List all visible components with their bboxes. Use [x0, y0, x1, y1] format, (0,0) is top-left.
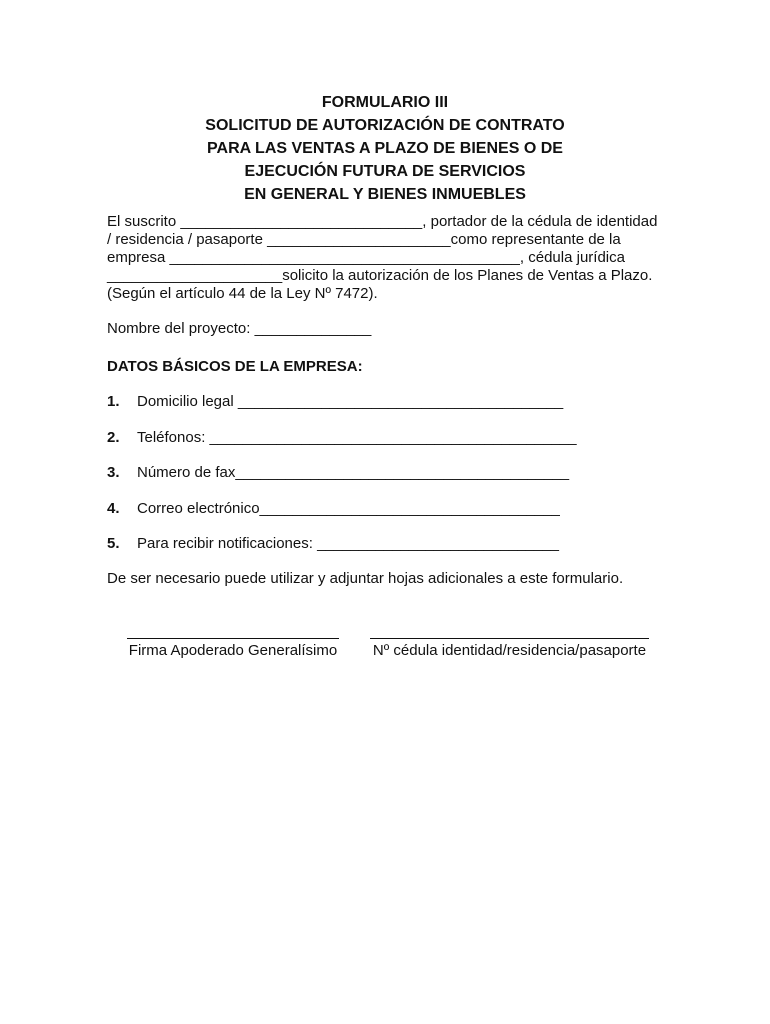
item-number: 5.: [107, 535, 120, 552]
signature-block-left: [127, 624, 339, 659]
list-item: [107, 464, 587, 500]
intro-paragraph: [107, 213, 667, 303]
section-heading: DATOS BÁSICOS DE LA EMPRESA:: [107, 358, 363, 375]
title-line: EJECUCIÓN FUTURA DE SERVICIOS: [244, 163, 526, 180]
signature-line: [127, 624, 339, 639]
additional-sheets-note: De ser necesario puede utilizar y adjuntar hojas adicionales a este formulario.: [107, 570, 624, 587]
title-line: EN GENERAL Y BIENES INMUEBLES: [244, 186, 526, 203]
title-line: PARA LAS VENTAS A PLAZO DE BIENES O DE: [207, 140, 563, 157]
item-text: Para recibir notificaciones: _____________________________: [137, 535, 560, 552]
list-item: [107, 393, 587, 429]
item-text: Número de fax________________________________________: [137, 464, 570, 481]
intro-line: El suscrito _____________________________, portador de la cédula de identidad: [107, 213, 658, 230]
project-name-field: Nombre del proyecto: ______________: [107, 320, 372, 337]
signature-block-right: [370, 624, 649, 659]
title-line: SOLICITUD DE AUTORIZACIÓN DE CONTRATO: [205, 117, 565, 134]
form-title: [0, 91, 770, 206]
list-item: [107, 429, 587, 465]
signature-label: Firma Apoderado Generalísimo: [128, 642, 338, 659]
list-item: [107, 500, 587, 536]
title-line: FORMULARIO III: [321, 94, 449, 111]
list-item: [107, 535, 587, 571]
item-text: Correo electrónico____________________________________: [137, 499, 560, 517]
intro-line: _____________________solicito la autorización de los Planes de Ventas a Plazo.: [107, 267, 653, 284]
id-number-line: [370, 624, 649, 639]
company-data-list: [107, 393, 587, 571]
item-number: 2.: [107, 428, 120, 446]
item-number: 3.: [107, 464, 120, 481]
intro-line: (Según el artículo 44 de la Ley Nº 7472).: [107, 285, 378, 302]
item-text: Domicilio legal _______________________________________: [137, 393, 564, 410]
item-number: 4.: [107, 499, 120, 517]
item-number: 1.: [107, 393, 120, 410]
item-text: Teléfonos: ____________________________________________: [137, 428, 577, 446]
intro-line: empresa __________________________________________, cédula jurídica: [107, 249, 625, 266]
intro-line: / residencia / pasaporte ______________________como representante de la: [107, 231, 621, 248]
id-number-label: Nº cédula identidad/residencia/pasaporte: [372, 642, 647, 659]
